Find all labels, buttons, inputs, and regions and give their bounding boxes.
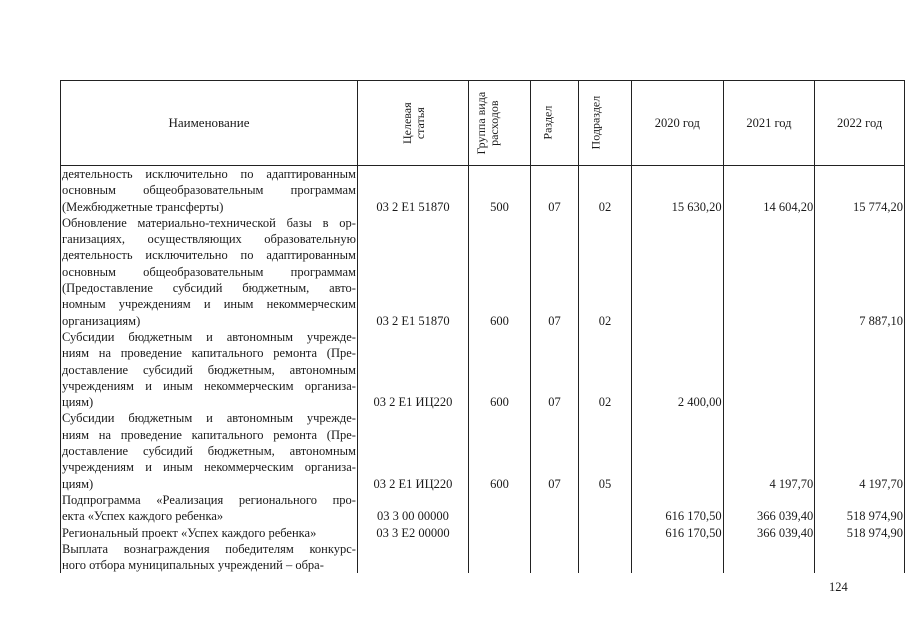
table-row bbox=[61, 166, 905, 215]
row-target-article: 03 2 E1 51870 bbox=[357, 166, 468, 215]
row-name-line: Субсидии бюджетным и автономным учрежде- bbox=[62, 411, 356, 426]
budget-table bbox=[60, 80, 905, 573]
row-value-2020 bbox=[631, 541, 723, 574]
row-name-line: Региональный проект «Успех каждого ребенка» bbox=[62, 525, 317, 540]
table-header-row bbox=[61, 81, 905, 166]
row-value-2020: 616 170,50 bbox=[631, 525, 723, 541]
row-name-line: Обновление материально-технической базы в ор- bbox=[62, 215, 356, 230]
row-name-line: основным общеобразовательным программам bbox=[62, 183, 356, 198]
row-subsection bbox=[578, 525, 631, 541]
row-target-article: 03 3 E2 00000 bbox=[357, 525, 468, 541]
row-subsection bbox=[578, 492, 631, 525]
row-name-line: деятельность исключительно по адаптированным bbox=[62, 167, 356, 181]
row-name-line: учреждениям и иным некоммерческим организа- bbox=[62, 378, 356, 393]
row-expense-group: 600 bbox=[468, 329, 530, 410]
table-row bbox=[61, 541, 905, 574]
row-section: 07 bbox=[530, 329, 578, 410]
row-value-2022 bbox=[815, 329, 905, 410]
row-name bbox=[61, 410, 358, 491]
row-value-2020: 616 170,50 bbox=[631, 492, 723, 525]
row-value-2020 bbox=[631, 410, 723, 491]
row-subsection: 02 bbox=[578, 329, 631, 410]
row-name-line: Субсидии бюджетным и автономным учрежде- bbox=[62, 329, 356, 344]
row-expense-group bbox=[468, 541, 530, 574]
row-target-article: 03 2 E1 ИЦ220 bbox=[357, 410, 468, 491]
row-target-article bbox=[357, 541, 468, 574]
row-name bbox=[61, 215, 358, 329]
row-value-2021 bbox=[723, 215, 815, 329]
row-value-2021 bbox=[723, 541, 815, 574]
row-name-line: учреждениям и иным некоммерческим организа- bbox=[62, 460, 356, 475]
row-name-line: Подпрограмма «Реализация регионального про- bbox=[62, 492, 356, 507]
row-name bbox=[61, 525, 358, 541]
row-name bbox=[61, 541, 358, 574]
header-year-2020: 2020 год bbox=[631, 81, 723, 166]
row-value-2022: 518 974,90 bbox=[815, 492, 905, 525]
row-value-2020: 15 630,20 bbox=[631, 166, 723, 215]
row-value-2021 bbox=[723, 329, 815, 410]
row-expense-group bbox=[468, 492, 530, 525]
row-name-line: доставление субсидий бюджетным, автономным bbox=[62, 362, 356, 377]
row-subsection: 05 bbox=[578, 410, 631, 491]
row-expense-group: 600 bbox=[468, 215, 530, 329]
row-name-line: ного отбора муниципальных учреждений – обра- bbox=[62, 558, 324, 573]
row-value-2020: 2 400,00 bbox=[631, 329, 723, 410]
row-section bbox=[530, 541, 578, 574]
row-name bbox=[61, 492, 358, 525]
row-name-line: ниям на проведение капитального ремонта (Пре- bbox=[62, 427, 356, 442]
header-year-2022: 2022 год bbox=[815, 81, 905, 166]
row-section: 07 bbox=[530, 215, 578, 329]
row-value-2022: 15 774,20 bbox=[815, 166, 905, 215]
row-name-line: (Предоставление субсидий бюджетным, авто- bbox=[62, 281, 356, 296]
row-name-line: номным учреждениям и иным некоммерческим bbox=[62, 297, 356, 312]
row-name-line: основным общеобразовательным программам bbox=[62, 264, 356, 279]
row-section: 07 bbox=[530, 410, 578, 491]
row-name-line: организациям) bbox=[62, 313, 141, 328]
row-value-2022: 518 974,90 bbox=[815, 525, 905, 541]
table-row bbox=[61, 525, 905, 541]
row-value-2021: 4 197,70 bbox=[723, 410, 815, 491]
table-row bbox=[61, 215, 905, 329]
row-name-line: доставление субсидий бюджетным, автономным bbox=[62, 444, 356, 459]
row-name-line: (Межбюджетные трансферты) bbox=[62, 199, 224, 214]
header-target-article: Целевая статья bbox=[357, 81, 468, 166]
page-number: 124 bbox=[829, 580, 848, 594]
row-name-line: деятельность исключительно по адаптированным bbox=[62, 248, 356, 263]
table-row bbox=[61, 410, 905, 491]
row-target-article: 03 3 00 00000 bbox=[357, 492, 468, 525]
header-expense-group: Группа вида расходов bbox=[468, 81, 530, 166]
row-name-line: Выплата вознаграждения победителям конкурс- bbox=[62, 541, 356, 556]
row-value-2020 bbox=[631, 215, 723, 329]
header-year-2021: 2021 год bbox=[723, 81, 815, 166]
row-subsection: 02 bbox=[578, 166, 631, 215]
row-name-line: ганизациях, осуществляющих образовательную bbox=[62, 232, 356, 247]
row-section bbox=[530, 525, 578, 541]
row-value-2022 bbox=[815, 541, 905, 574]
table-row bbox=[61, 492, 905, 525]
header-section: Раздел bbox=[530, 81, 578, 166]
header-subsection: Подраздел bbox=[578, 81, 631, 166]
row-target-article: 03 2 E1 51870 bbox=[357, 215, 468, 329]
row-name-line: ниям на проведение капитального ремонта (Пре- bbox=[62, 346, 356, 361]
table-row bbox=[61, 329, 905, 410]
header-name: Наименование bbox=[61, 81, 358, 166]
row-subsection bbox=[578, 541, 631, 574]
row-target-article: 03 2 E1 ИЦ220 bbox=[357, 329, 468, 410]
row-name-line: циям) bbox=[62, 395, 94, 410]
row-value-2022: 4 197,70 bbox=[815, 410, 905, 491]
row-section bbox=[530, 492, 578, 525]
row-subsection: 02 bbox=[578, 215, 631, 329]
row-expense-group bbox=[468, 525, 530, 541]
row-value-2021: 14 604,20 bbox=[723, 166, 815, 215]
row-name-line: циям) bbox=[62, 476, 94, 491]
row-value-2021: 366 039,40 bbox=[723, 492, 815, 525]
row-section: 07 bbox=[530, 166, 578, 215]
row-expense-group: 500 bbox=[468, 166, 530, 215]
row-name-line: екта «Успех каждого ребенка» bbox=[62, 509, 224, 524]
row-name bbox=[61, 329, 358, 410]
row-name bbox=[61, 166, 358, 215]
row-expense-group: 600 bbox=[468, 410, 530, 491]
row-value-2022: 7 887,10 bbox=[815, 215, 905, 329]
row-value-2021: 366 039,40 bbox=[723, 525, 815, 541]
